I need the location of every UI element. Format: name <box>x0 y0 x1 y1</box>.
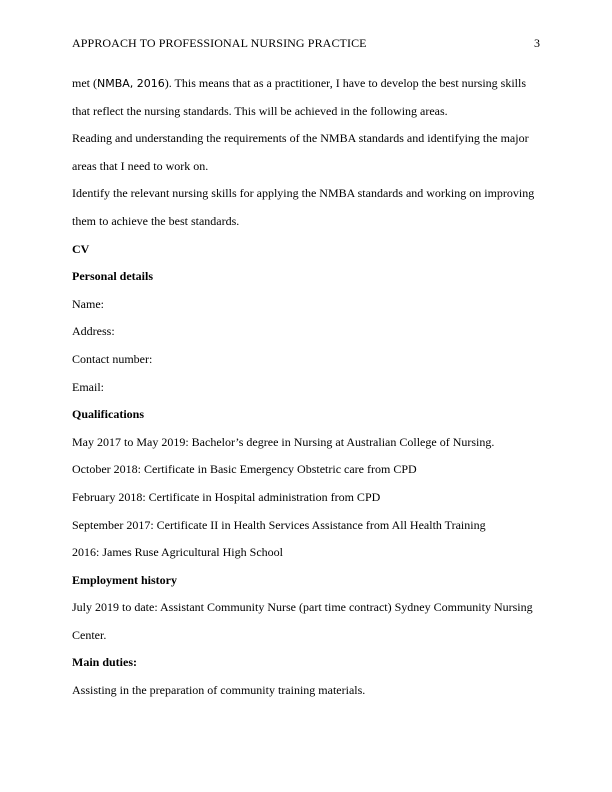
main-duties-heading: Main duties: <box>72 655 138 670</box>
intro-line-4: areas that I need to work on. <box>72 158 209 173</box>
qualification-item: September 2017: Certificate II in Health Services Assistance from All Health Training <box>72 517 486 532</box>
page-header <box>72 36 540 52</box>
intro-line-6: them to achieve the best standards. <box>72 213 240 228</box>
qualification-item: October 2018: Certificate in Basic Emergency Obstetric care from CPD <box>72 462 417 477</box>
employment-line-2: Center. <box>72 627 107 642</box>
intro-line-5: Identify the relevant nursing skills for applying the NMBA standards and working on improving <box>72 186 535 201</box>
personal-details-heading: Personal details <box>72 269 153 284</box>
intro-line-1-pre: met ( <box>72 76 97 90</box>
email-field-label: Email: <box>72 379 104 394</box>
intro-line-3: Reading and understanding the requirements of the NMBA standards and identifying the major <box>72 131 529 146</box>
qualification-item: May 2017 to May 2019: Bachelor’s degree in Nursing at Australian College of Nursing. <box>72 434 495 449</box>
qualifications-heading: Qualifications <box>72 407 145 422</box>
intro-line-2: that reflect the nursing standards. This will be achieved in the following areas. <box>72 103 448 118</box>
citation: NMBA, 2016 <box>97 77 165 90</box>
duties-line-1: Assisting in the preparation of community training materials. <box>72 683 366 698</box>
intro-line-1-post: ). This means that as a practitioner, I have to develop the best nursing skills <box>164 76 526 90</box>
page-number: 3 <box>534 36 540 50</box>
cv-heading: CV <box>72 241 90 256</box>
qualification-item: 2016: James Ruse Agricultural High School <box>72 545 283 560</box>
qualification-item: February 2018: Certificate in Hospital administration from CPD <box>72 489 381 504</box>
running-head-title: APPROACH TO PROFESSIONAL NURSING PRACTICE <box>72 36 367 50</box>
intro-line-1 <box>72 70 552 98</box>
employment-line-1: July 2019 to date: Assistant Community Nurse (part time contract) Sydney Community Nursing <box>72 600 533 615</box>
address-field-label: Address: <box>72 324 115 339</box>
document-body <box>72 70 552 705</box>
contact-number-field-label: Contact number: <box>72 351 153 366</box>
employment-history-heading: Employment history <box>72 572 177 587</box>
name-field-label: Name: <box>72 296 104 311</box>
